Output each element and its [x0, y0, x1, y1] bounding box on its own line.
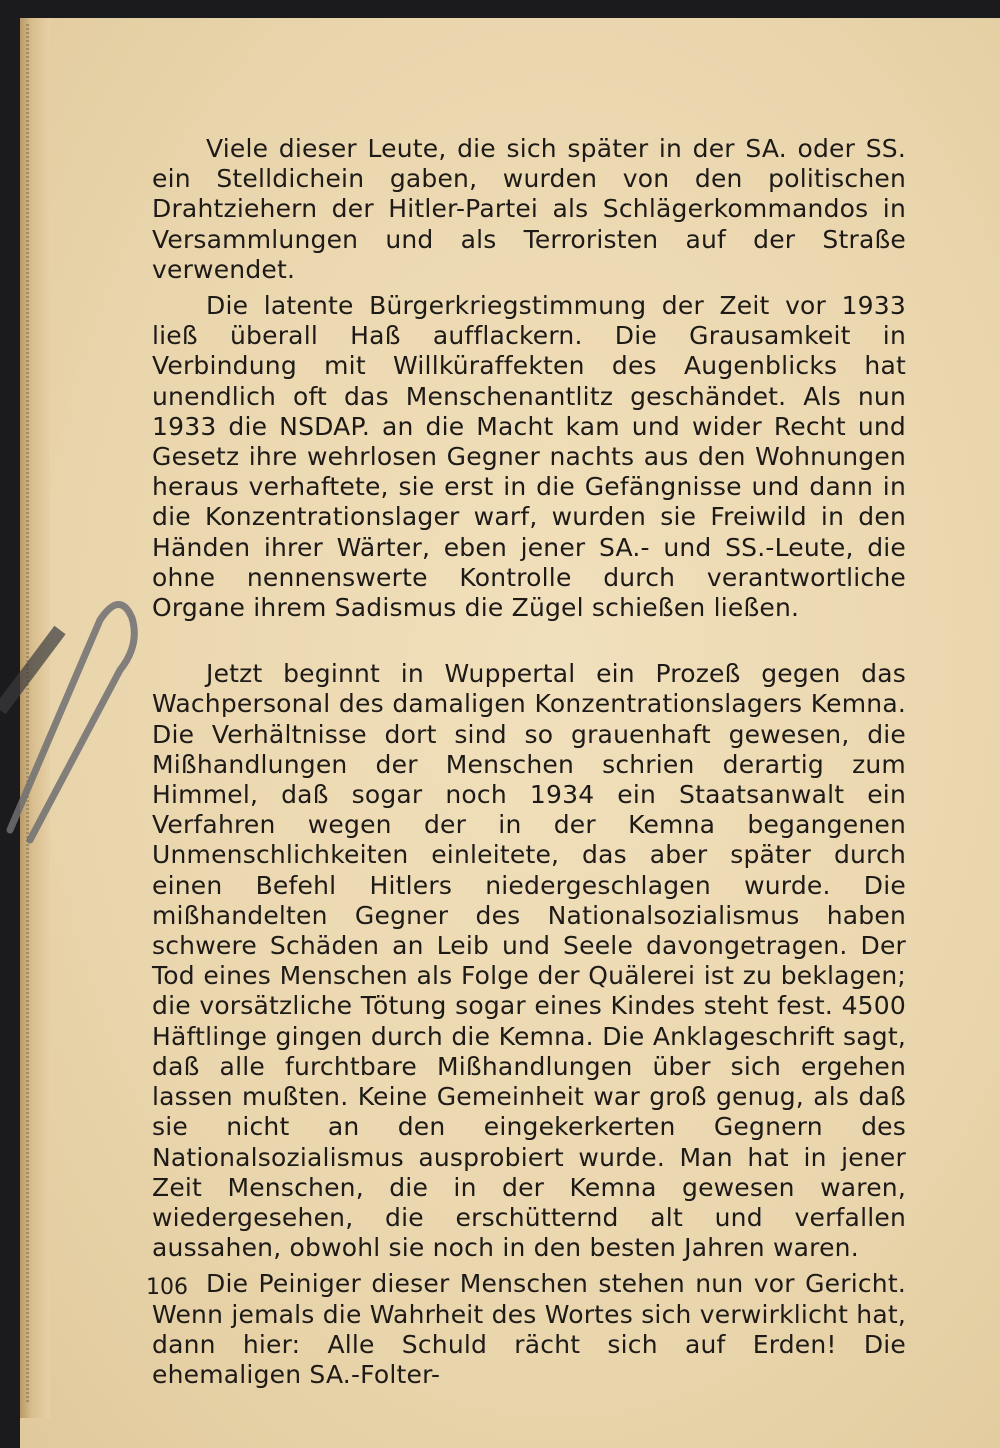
body-text — [152, 134, 906, 1390]
paragraph-3: Jetzt beginnt in Wuppertal ein Prozeß gegen das Wachpersonal des damaligen Konzentrationslagers Kemna. Die Verhältnisse dort sind so grauenhaft gewesen, die Mißhandlungen der Menschen schrien derartig zum Himmel, daß sogar noch 1934 ein Staatsanwalt ein Verfahren wegen der in der Kemna begangenen Unmenschlichkeiten einleitete, das aber später durch einen Befehl Hitlers niedergeschlagen wurde. Die mißhandelten Gegner des Nationalsozialismus haben schwere Schäden an Leib und Seele davongetragen. Der Tod eines Menschen als Folge der Quälerei ist zu beklagen; die vorsätzliche Tötung sogar eines Kindes steht fest. 4500 Häftlinge gingen durch die Kemna. Die Anklageschrift sagt, daß alle furchtbare Mißhandlungen über sich ergehen lassen mußten. Keine Gemeinheit war groß genug, als daß sie nicht an den eingekerkerten Gegnern des Nationalsozialismus ausprobiert wurde. Man hat in jener Zeit Menschen, die in der Kemna gewesen waren, wiedergesehen, die erschütternd alt und verfallen aussahen, obwohl sie noch in den besten Jahren waren. — [152, 659, 906, 1263]
paragraph-2: Die latente Bürgerkriegstimmung der Zeit vor 1933 ließ überall Haß aufflackern. Die Grausamkeit in Verbindung mit Willküraffekten des Augenblicks hat unendlich oft das Menschenantlitz geschändet. Als nun 1933 die NSDAP. an die Macht kam und wider Recht und Gesetz ihre wehrlosen Gegner nachts aus den Wohnungen heraus verhaftete, sie erst in die Gefängnisse und dann in die Konzentrationslager warf, wurden sie Freiwild in den Händen ihrer Wärter, eben jener SA.- und SS.-Leute, die ohne nennenswerte Kontrolle durch verantwortliche Organe ihrem Sadismus die Zügel schießen ließen. — [152, 291, 906, 623]
book-spine — [20, 18, 50, 1418]
paragraph-1: Viele dieser Leute, die sich später in der SA. oder SS. ein Stelldichein gaben, wurden von den politischen Drahtziehern der Hitler-Partei als Schlägerkommandos in Versammlungen und als Terroristen auf der Straße verwendet. — [152, 134, 906, 284]
paragraph-4: Die Peiniger dieser Menschen stehen nun vor Gericht. Wenn jemals die Wahrheit des Wortes sich verwirklicht hat, dann hier: Alle Schuld rächt sich auf Erden! Die ehemaligen SA.-Folter- — [152, 1269, 906, 1389]
page-edges — [26, 24, 29, 1404]
page-number: 106 — [146, 1275, 188, 1300]
